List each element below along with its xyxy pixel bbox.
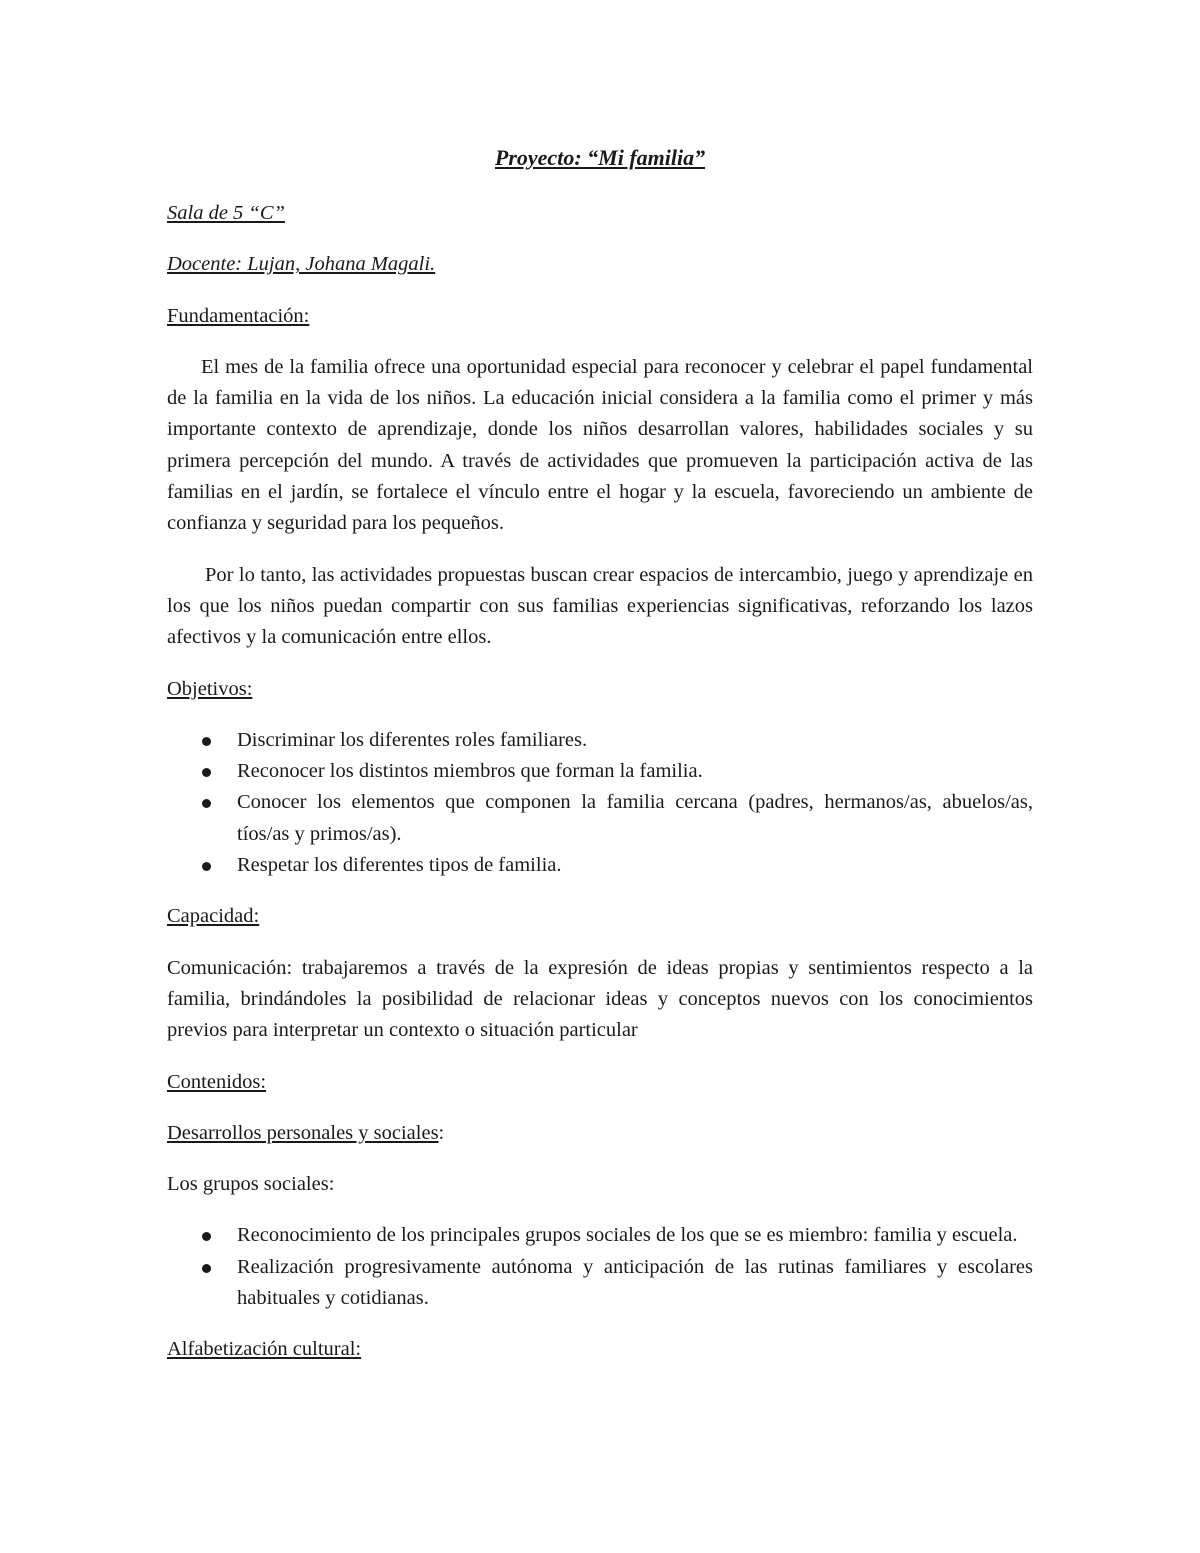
list-item [167,1220,1033,1251]
list-item-text: Reconocimiento de los principales grupos sociales de los que se es miembro: familia y escuela. [237,1224,1018,1247]
desarrollos-subheading [167,1118,1033,1149]
list-item-text: Realización progresivamente autónoma y anticipación de las rutinas familiares y escolares habituales y cotidianas. [237,1255,1033,1310]
list-item [167,725,1033,756]
bullet-icon [202,1232,211,1241]
list-item-text: Respetar los diferentes tipos de familia. [237,854,562,877]
bullet-icon [202,1264,211,1273]
objetivos-heading: Objetivos: [167,677,253,700]
bullet-icon [202,768,211,777]
list-item [167,850,1033,881]
fundamentacion-paragraph-2: Por lo tanto, las actividades propuestas buscan crear espacios de intercambio, juego y aprendizaje en los que los niños puedan compartir con sus familias experiencias significativas, reforzando los lazos afectivos y la comunicación entre ellos. [167,563,1033,649]
desarrollos-subheading-text: Desarrollos personales y sociales [167,1121,439,1144]
bullet-icon [202,862,211,871]
list-item [167,756,1033,787]
capacidad-paragraph: Comunicación: trabajaremos a través de la expresión de ideas propias y sentimientos respecto a la familia, brindándoles la posibilidad de relacionar ideas y conceptos nuevos con los conocimientos previos para interpretar un contexto o situación particular [167,956,1033,1042]
capacidad-heading: Capacidad: [167,905,260,928]
contenidos-heading: Contenidos: [167,1070,267,1093]
document-page [167,138,1033,1386]
desarrollos-subheading-colon: : [438,1121,445,1144]
list-item-text: Reconocer los distintos miembros que forman la familia. [237,760,703,783]
list-item [167,787,1033,850]
bullet-icon [202,799,211,808]
list-item-text: Conocer los elementos que componen la familia cercana (padres, hermanos/as, abuelos/as, tíos/as y primos/as). [237,791,1033,845]
objetivos-list [167,725,1033,881]
list-item-text: Discriminar los diferentes roles familiares. [237,728,588,751]
contenidos-list [167,1220,1033,1314]
docente-label: Docente: Lujan, Johana Magali. [167,253,436,276]
alfabetizacion-heading: Alfabetización cultural: [167,1338,362,1361]
document-title: Proyecto: “Mi familia” [494,145,706,170]
sala-label: Sala de 5 “C” [167,202,285,224]
fundamentacion-heading: Fundamentación: [167,304,310,327]
list-item [167,1252,1033,1315]
grupos-sociales-label: Los grupos sociales: [167,1173,335,1196]
bullet-icon [202,737,211,746]
fundamentacion-paragraph-1: El mes de la familia ofrece una oportunidad especial para reconocer y celebrar el papel fundamental de la familia en la vida de los niños. La educación inicial considera a la familia como el primer y más importante contexto de aprendizaje, donde los niños desarrollan valores, habilidades sociales y su primera percepción del mundo. A través de actividades que promueven la participación activa de las familias en el jardín, se fortalece el vínculo entre el hogar y la escuela, favoreciendo un ambiente de confianza y seguridad para los pequeños. [167,355,1033,535]
